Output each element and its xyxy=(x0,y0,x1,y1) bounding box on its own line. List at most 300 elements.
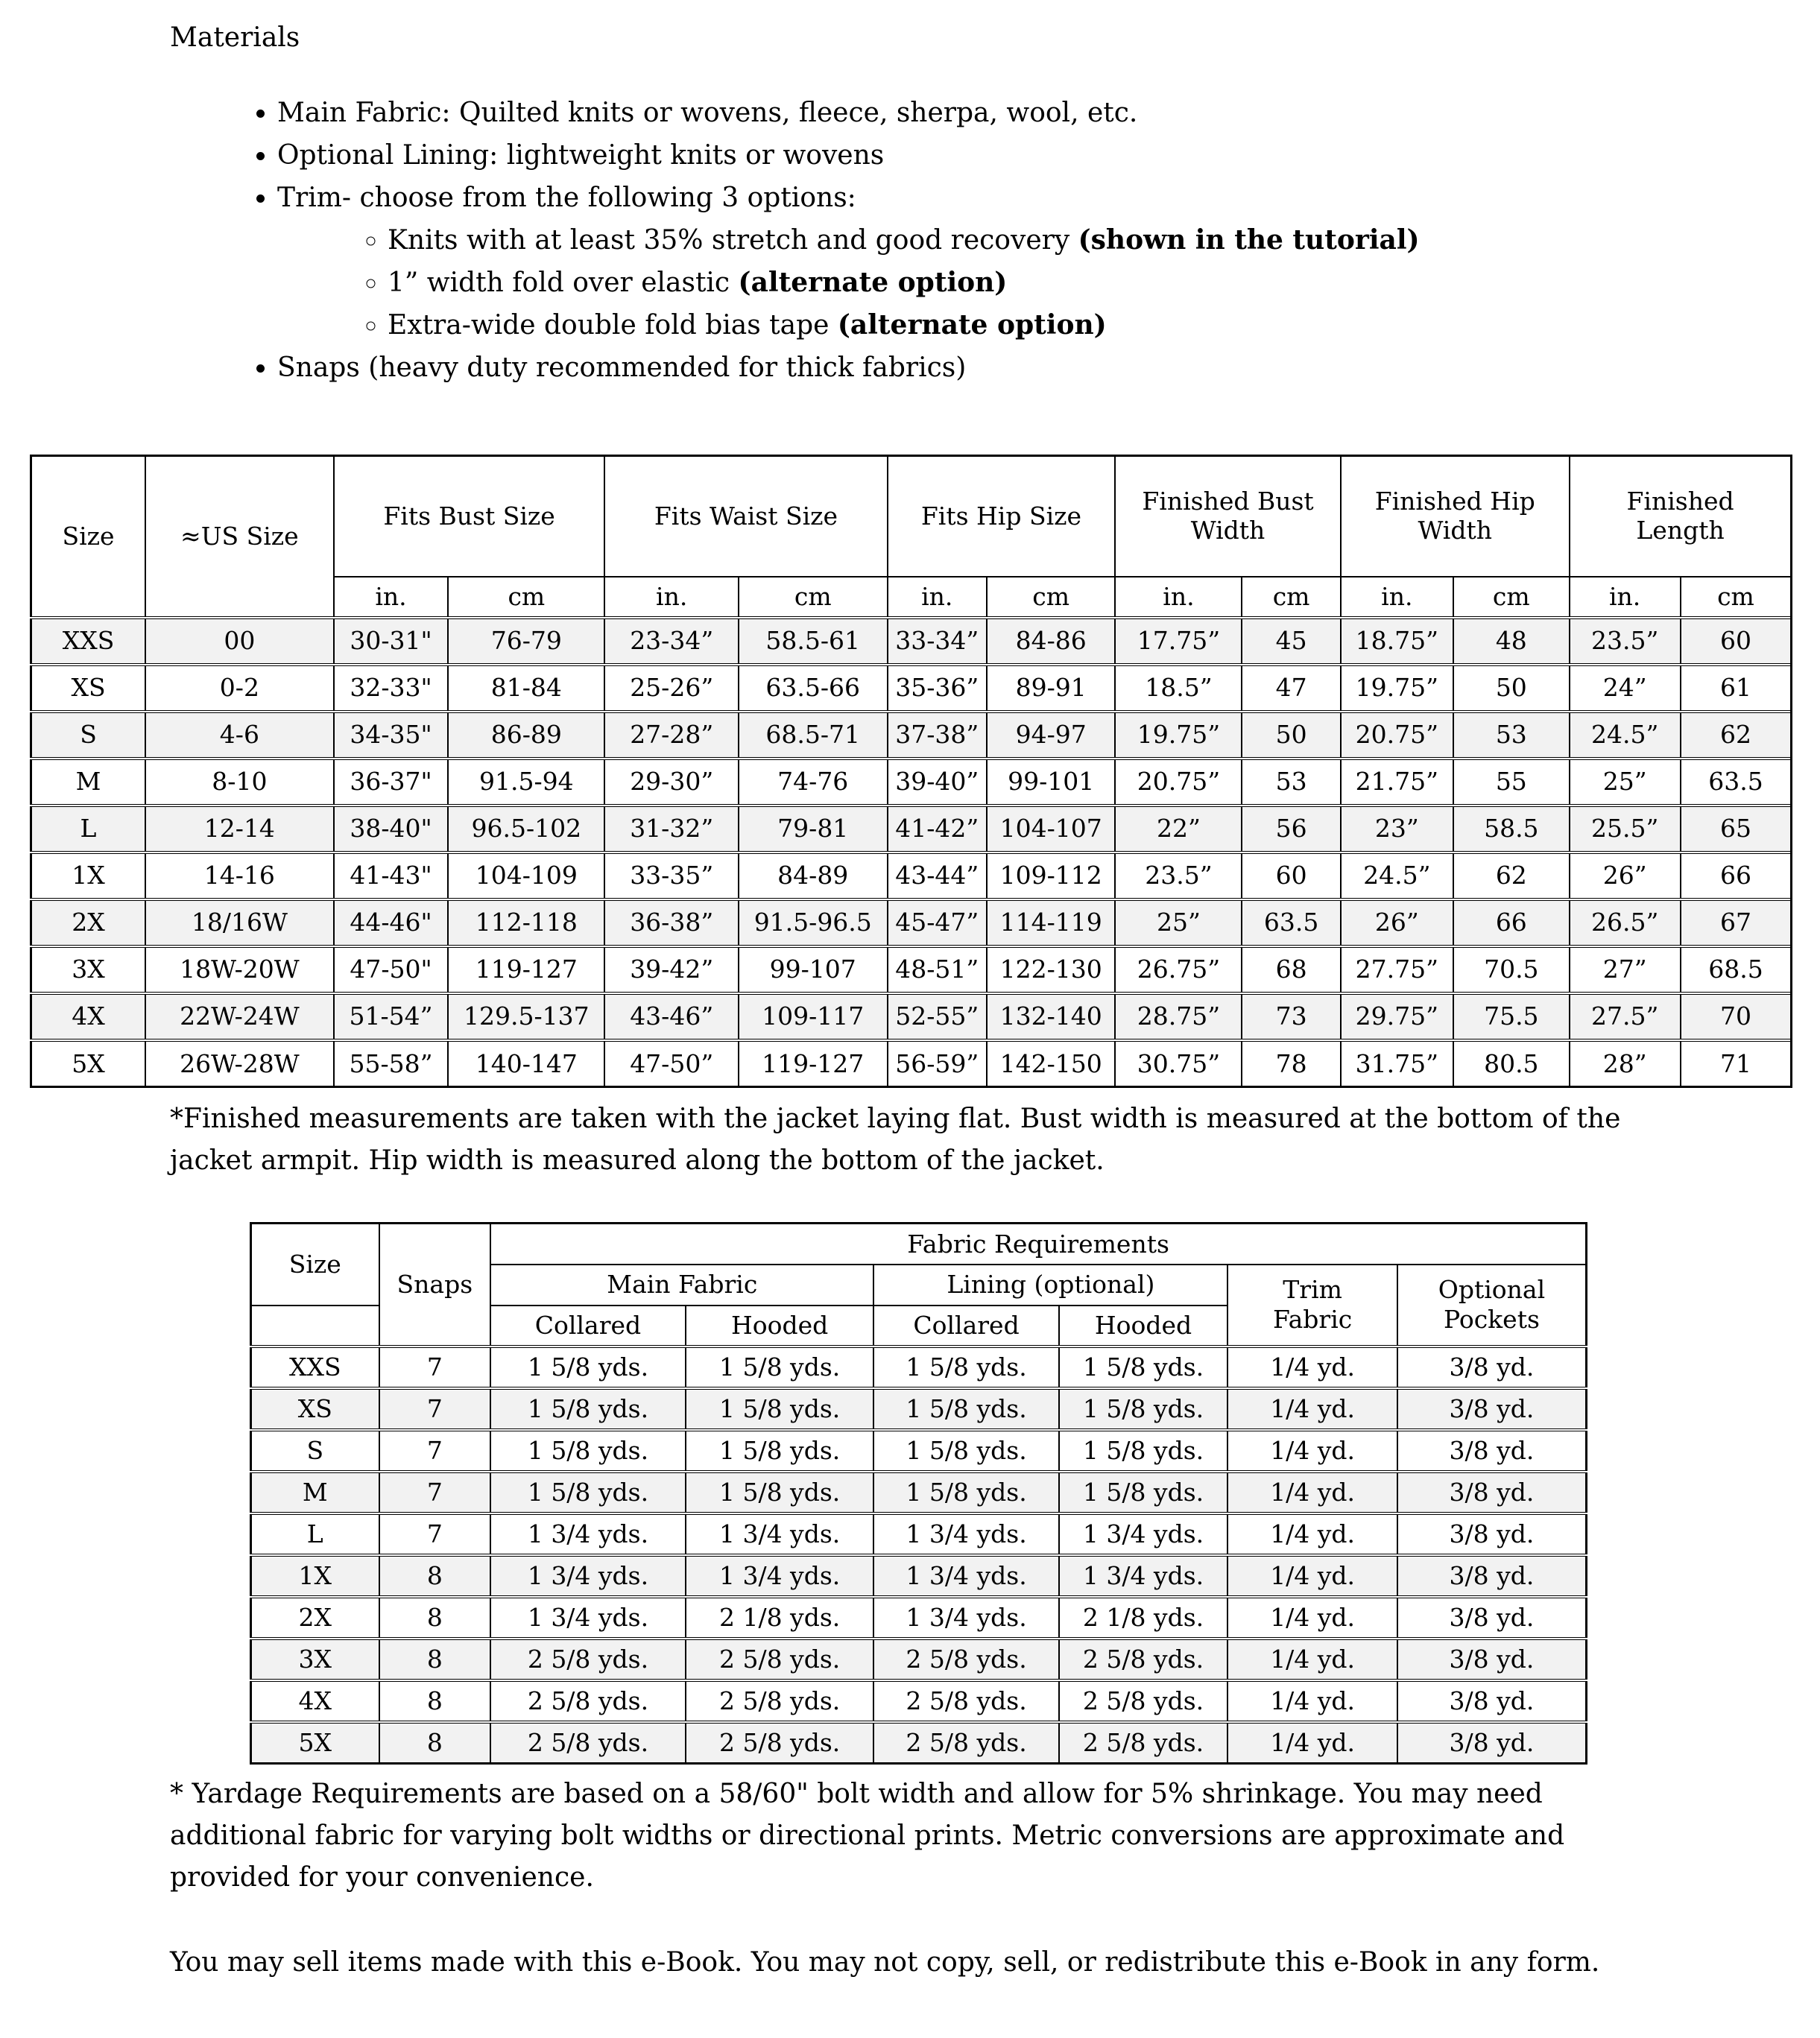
table-cell: 99-101 xyxy=(987,759,1115,806)
size-table-group-header-row xyxy=(31,456,1792,577)
row-size-label: 5X xyxy=(251,1722,379,1764)
table-cell: 12-14 xyxy=(145,806,334,852)
table-cell: 37-38” xyxy=(888,712,987,759)
table-cell: 2 5/8 yds. xyxy=(1059,1722,1228,1764)
unit-header-cm: cm xyxy=(1453,577,1570,618)
table-cell: 26.5” xyxy=(1570,899,1681,946)
table-cell: 1 3/4 yds. xyxy=(1059,1555,1228,1597)
table-cell: 30.75” xyxy=(1115,1040,1242,1087)
table-row xyxy=(31,665,1792,712)
table-cell: 28” xyxy=(1570,1040,1681,1087)
table-cell: 129.5-137 xyxy=(448,993,604,1040)
table-cell: 27” xyxy=(1570,946,1681,993)
table-cell: 132-140 xyxy=(987,993,1115,1040)
table-cell: 1 5/8 yds. xyxy=(686,1430,874,1472)
row-size-label: 2X xyxy=(251,1597,379,1639)
row-size-label: M xyxy=(251,1472,379,1513)
trim-option-note: (alternate option) xyxy=(837,309,1107,341)
table-cell: 1 5/8 yds. xyxy=(686,1388,874,1430)
table-cell: 44-46" xyxy=(334,899,449,946)
unit-header-in: in. xyxy=(888,577,987,618)
table-cell: 1 5/8 yds. xyxy=(1059,1430,1228,1472)
table-cell: 36-38” xyxy=(604,899,739,946)
table-cell: 79-81 xyxy=(739,806,888,852)
table-cell: 2 5/8 yds. xyxy=(686,1722,874,1764)
table-cell: 1 3/4 yds. xyxy=(490,1555,686,1597)
table-row xyxy=(31,806,1792,852)
table-cell: 2 1/8 yds. xyxy=(1059,1597,1228,1639)
table-cell: 47-50” xyxy=(604,1040,739,1087)
table-cell: 71 xyxy=(1681,1040,1792,1087)
table-cell: 7 xyxy=(379,1472,491,1513)
table-cell: 3/8 yd. xyxy=(1397,1346,1587,1388)
table-cell: 1 3/4 yds. xyxy=(1059,1513,1228,1555)
row-size-label: 5X xyxy=(31,1040,146,1087)
materials-item-optional-lining: • Optional Lining: lightweight knits or wovens xyxy=(277,134,1820,177)
table-cell: 3/8 yd. xyxy=(1397,1639,1587,1680)
materials-item-trim xyxy=(277,177,1820,346)
table-cell: 65 xyxy=(1681,806,1792,852)
table-cell: 31.75” xyxy=(1341,1040,1453,1087)
table-row xyxy=(31,759,1792,806)
table-cell: 8 xyxy=(379,1680,491,1722)
table-cell: 7 xyxy=(379,1513,491,1555)
table-cell: 3/8 yd. xyxy=(1397,1597,1587,1639)
table-cell: 30-31" xyxy=(334,618,449,665)
table-cell: 56 xyxy=(1242,806,1340,852)
table-cell: 68.5-71 xyxy=(739,712,888,759)
table-cell: 24.5” xyxy=(1341,852,1453,899)
unit-header-in xyxy=(1570,577,1681,618)
table-row xyxy=(251,1680,1587,1722)
trim-option-text: 1” width fold over elastic xyxy=(388,268,739,298)
table-cell: 122-130 xyxy=(987,946,1115,993)
table-cell: 25-26” xyxy=(604,665,739,712)
table-cell: 91.5-96.5 xyxy=(739,899,888,946)
row-size-label: XXS xyxy=(31,618,146,665)
trim-option-elastic xyxy=(388,262,1820,304)
table-cell: 23” xyxy=(1341,806,1453,852)
unit-header-cm: cm xyxy=(448,577,604,618)
table-cell: 66 xyxy=(1681,852,1792,899)
unit-header-cm: cm xyxy=(1242,577,1340,618)
table-cell: 39-42” xyxy=(604,946,739,993)
header-label: Finished Hip Width xyxy=(1374,486,1535,545)
table-cell: 45 xyxy=(1242,618,1340,665)
table-cell: 1 5/8 yds. xyxy=(873,1430,1058,1472)
table-cell: 2 5/8 yds. xyxy=(1059,1639,1228,1680)
page-title: Materials xyxy=(170,22,300,53)
trim-options-list xyxy=(277,219,1820,346)
table-cell: 68 xyxy=(1242,946,1340,993)
table-cell: 1 5/8 yds. xyxy=(490,1346,686,1388)
table-cell: 18/16W xyxy=(145,899,334,946)
table-cell: 55-58” xyxy=(334,1040,449,1087)
row-size-label: 4X xyxy=(251,1680,379,1722)
table-cell: 7 xyxy=(379,1346,491,1388)
column-header-us-size: ≈US Size xyxy=(145,456,334,618)
table-cell: 25” xyxy=(1115,899,1242,946)
table-cell: 66 xyxy=(1453,899,1570,946)
row-size-label: S xyxy=(251,1430,379,1472)
table-cell: 1 5/8 yds. xyxy=(873,1346,1058,1388)
table-cell: 1 5/8 yds. xyxy=(686,1472,874,1513)
table-cell: 2 5/8 yds. xyxy=(490,1680,686,1722)
table-cell: 58.5 xyxy=(1453,806,1570,852)
table-cell: 0-2 xyxy=(145,665,334,712)
unit-header-cm xyxy=(1681,577,1792,618)
table-cell: 4-6 xyxy=(145,712,334,759)
table-cell: 8 xyxy=(379,1639,491,1680)
table-cell: 45-47” xyxy=(888,899,987,946)
table-row xyxy=(251,1722,1587,1764)
table-cell: 63.5 xyxy=(1242,899,1340,946)
table-cell: 00 xyxy=(145,618,334,665)
table-cell: 89-91 xyxy=(987,665,1115,712)
table-cell: 1 5/8 yds. xyxy=(686,1346,874,1388)
table-cell: 33-34” xyxy=(888,618,987,665)
table-cell: 41-42” xyxy=(888,806,987,852)
table-cell: 21.75” xyxy=(1341,759,1453,806)
row-size-label: XS xyxy=(31,665,146,712)
table-cell: 27.75” xyxy=(1341,946,1453,993)
table-cell: 84-89 xyxy=(739,852,888,899)
table-cell: 1 5/8 yds. xyxy=(490,1472,686,1513)
trim-option-text: Extra-wide double fold bias tape xyxy=(388,310,838,341)
row-size-label: M xyxy=(31,759,146,806)
table-cell: 25” xyxy=(1570,759,1681,806)
size-table-body xyxy=(31,618,1792,1087)
table-cell: 43-46” xyxy=(604,993,739,1040)
table-cell: 96.5-102 xyxy=(448,806,604,852)
unit-header-in: in. xyxy=(1115,577,1242,618)
table-cell: 3/8 yd. xyxy=(1397,1513,1587,1555)
table-cell: 26” xyxy=(1341,899,1453,946)
table-cell: 3/8 yd. xyxy=(1397,1388,1587,1430)
table-row xyxy=(31,618,1792,665)
column-header-snaps: Snaps xyxy=(379,1224,491,1346)
table-cell: 2 5/8 yds. xyxy=(873,1639,1058,1680)
column-header-finished-hip xyxy=(1341,456,1570,577)
unit-header-cm: cm xyxy=(987,577,1115,618)
table-cell: 26W-28W xyxy=(145,1040,334,1087)
trim-option-bias-tape xyxy=(388,304,1820,346)
row-size-label: 4X xyxy=(31,993,146,1040)
column-header-finished-bust xyxy=(1115,456,1340,577)
trim-item-text: Trim- choose from the following 3 options: xyxy=(277,183,856,213)
row-size-label: 2X xyxy=(31,899,146,946)
table-cell: 32-33" xyxy=(334,665,449,712)
table-cell: 50 xyxy=(1453,665,1570,712)
table-cell: 8-10 xyxy=(145,759,334,806)
table-cell: 104-107 xyxy=(987,806,1115,852)
table-cell: 7 xyxy=(379,1388,491,1430)
table-cell: 104-109 xyxy=(448,852,604,899)
row-size-label: 1X xyxy=(31,852,146,899)
table-cell: 62 xyxy=(1453,852,1570,899)
fabric-table-body xyxy=(251,1346,1587,1764)
table-cell: 53 xyxy=(1453,712,1570,759)
table-cell: 18.5” xyxy=(1115,665,1242,712)
unit-header-in: in. xyxy=(1341,577,1453,618)
unit-header-cm: cm xyxy=(739,577,888,618)
table-cell: 62 xyxy=(1681,712,1792,759)
table-cell: 63.5-66 xyxy=(739,665,888,712)
table-cell: 1/4 yd. xyxy=(1227,1388,1397,1430)
table-cell: 48 xyxy=(1453,618,1570,665)
table-cell: 36-37" xyxy=(334,759,449,806)
table-cell: 34-35" xyxy=(334,712,449,759)
table-cell: 1 5/8 yds. xyxy=(490,1430,686,1472)
column-header-lining: Lining (optional) xyxy=(873,1265,1227,1306)
finished-measurements-note: *Finished measurements are taken with the jacket laying flat. Bust width is measured at the bottom of the jacket armpit. Hip width is measured along the bottom of the jacket. xyxy=(170,1104,1621,1176)
column-header-main-fabric: Main Fabric xyxy=(490,1265,873,1306)
table-cell: 27.5” xyxy=(1570,993,1681,1040)
table-cell: 8 xyxy=(379,1722,491,1764)
table-cell: 1/4 yd. xyxy=(1227,1597,1397,1639)
materials-item-main-fabric: • Main Fabric: Quilted knits or wovens, fleece, sherpa, wool, etc. xyxy=(277,92,1820,134)
table-cell: 60 xyxy=(1681,618,1792,665)
table-cell: 109-112 xyxy=(987,852,1115,899)
table-row xyxy=(31,899,1792,946)
table-cell: 20.75” xyxy=(1341,712,1453,759)
table-cell: 27-28” xyxy=(604,712,739,759)
table-cell: 8 xyxy=(379,1555,491,1597)
table-cell: 20.75” xyxy=(1115,759,1242,806)
table-cell: 1 5/8 yds. xyxy=(1059,1346,1228,1388)
table-cell: 35-36” xyxy=(888,665,987,712)
table-cell: 39-40” xyxy=(888,759,987,806)
table-cell: 2 5/8 yds. xyxy=(490,1639,686,1680)
row-size-label: S xyxy=(31,712,146,759)
trim-option-knits xyxy=(388,219,1820,262)
table-cell: 24” xyxy=(1570,665,1681,712)
table-cell: 1/4 yd. xyxy=(1227,1513,1397,1555)
table-cell: 67 xyxy=(1681,899,1792,946)
table-cell: 47-50" xyxy=(334,946,449,993)
table-cell: 2 1/8 yds. xyxy=(686,1597,874,1639)
table-cell: 26” xyxy=(1570,852,1681,899)
table-cell: 80.5 xyxy=(1453,1040,1570,1087)
table-cell: 94-97 xyxy=(987,712,1115,759)
table-row xyxy=(251,1388,1587,1430)
table-row xyxy=(31,946,1792,993)
table-cell: 2 5/8 yds. xyxy=(686,1680,874,1722)
table-row xyxy=(251,1555,1587,1597)
table-cell: 3/8 yd. xyxy=(1397,1680,1587,1722)
table-cell: 60 xyxy=(1242,852,1340,899)
table-cell: 50 xyxy=(1242,712,1340,759)
table-cell: 17.75” xyxy=(1115,618,1242,665)
table-cell: 68.5 xyxy=(1681,946,1792,993)
row-size-label: XS xyxy=(251,1388,379,1430)
table-cell: 8 xyxy=(379,1597,491,1639)
table-cell: 86-89 xyxy=(448,712,604,759)
table-cell: 47 xyxy=(1242,665,1340,712)
table-cell: 23.5” xyxy=(1115,852,1242,899)
table-cell: 1 5/8 yds. xyxy=(873,1472,1058,1513)
fabric-table-header-row-1 xyxy=(251,1224,1587,1265)
table-cell: 22” xyxy=(1115,806,1242,852)
table-cell: 1 3/4 yds. xyxy=(686,1513,874,1555)
table-cell: 18W-20W xyxy=(145,946,334,993)
table-cell: 26.75” xyxy=(1115,946,1242,993)
table-cell: 119-127 xyxy=(448,946,604,993)
table-row xyxy=(31,1040,1792,1087)
table-cell: 53 xyxy=(1242,759,1340,806)
table-cell: 1 3/4 yds. xyxy=(873,1597,1058,1639)
header-label: Finished Bust Width xyxy=(1142,486,1314,545)
table-cell: 1/4 yd. xyxy=(1227,1555,1397,1597)
table-cell: 33-35” xyxy=(604,852,739,899)
column-header-fabric-requirements: Fabric Requirements xyxy=(490,1224,1586,1265)
table-cell: 3/8 yd. xyxy=(1397,1430,1587,1472)
table-cell: 1 3/4 yds. xyxy=(873,1513,1058,1555)
row-size-label: XXS xyxy=(251,1346,379,1388)
materials-item-snaps: • Snaps (heavy duty recommended for thick fabrics) xyxy=(277,346,1820,389)
table-row xyxy=(251,1430,1587,1472)
materials-list xyxy=(0,92,1820,389)
table-cell: 56-59” xyxy=(888,1040,987,1087)
header-label: Trim Fabric xyxy=(1272,1275,1353,1334)
table-cell: 81-84 xyxy=(448,665,604,712)
table-cell: 1 5/8 yds. xyxy=(1059,1472,1228,1513)
table-cell: 18.75” xyxy=(1341,618,1453,665)
table-cell: 70 xyxy=(1681,993,1792,1040)
column-header-optional-pockets xyxy=(1397,1265,1587,1346)
table-cell: 1/4 yd. xyxy=(1227,1472,1397,1513)
table-cell: 1 3/4 yds. xyxy=(873,1555,1058,1597)
table-cell: 2 5/8 yds. xyxy=(873,1722,1058,1764)
table-cell: 52-55” xyxy=(888,993,987,1040)
table-cell: 1 3/4 yds. xyxy=(490,1597,686,1639)
column-header-fits-waist: Fits Waist Size xyxy=(604,456,887,577)
header-label: Finished Length xyxy=(1626,486,1734,545)
unit-header-in: in. xyxy=(334,577,449,618)
table-cell: 31-32” xyxy=(604,806,739,852)
table-cell: 91.5-94 xyxy=(448,759,604,806)
table-cell: 19.75” xyxy=(1341,665,1453,712)
table-row xyxy=(31,993,1792,1040)
row-size-label: L xyxy=(31,806,146,852)
table-cell: 73 xyxy=(1242,993,1340,1040)
table-row xyxy=(31,712,1792,759)
column-header-size: Size xyxy=(251,1224,379,1306)
table-cell: 23-34” xyxy=(604,618,739,665)
table-cell: 114-119 xyxy=(987,899,1115,946)
table-cell: 29.75” xyxy=(1341,993,1453,1040)
table-row xyxy=(251,1597,1587,1639)
table-cell: 1/4 yd. xyxy=(1227,1680,1397,1722)
row-size-label: 1X xyxy=(251,1555,379,1597)
table-cell: 1 5/8 yds. xyxy=(873,1388,1058,1430)
column-header-size: Size xyxy=(31,456,146,618)
column-header-hooded: Hooded xyxy=(686,1306,874,1346)
table-cell: 61 xyxy=(1681,665,1792,712)
column-header-collared: Collared xyxy=(490,1306,686,1346)
yardage-note: * Yardage Requirements are based on a 58/60" bolt width and allow for 5% shrinkage. You may need additional fabric for varying bolt widths or directional prints. Metric conversions are approximate and provided for your convenience. xyxy=(170,1779,1565,1893)
table-cell: 7 xyxy=(379,1430,491,1472)
table-cell: 55 xyxy=(1453,759,1570,806)
table-cell: 78 xyxy=(1242,1040,1340,1087)
table-cell: 1/4 yd. xyxy=(1227,1722,1397,1764)
column-header-fits-hip: Fits Hip Size xyxy=(888,456,1116,577)
table-cell: 1 5/8 yds. xyxy=(490,1388,686,1430)
trim-option-note: (alternate option) xyxy=(738,267,1008,298)
table-cell: 1 5/8 yds. xyxy=(1059,1388,1228,1430)
table-cell: 25.5” xyxy=(1570,806,1681,852)
table-cell: 2 5/8 yds. xyxy=(686,1639,874,1680)
table-cell: 63.5 xyxy=(1681,759,1792,806)
table-cell: 2 5/8 yds. xyxy=(490,1722,686,1764)
table-cell: 24.5” xyxy=(1570,712,1681,759)
column-header-collared: Collared xyxy=(873,1306,1058,1346)
table-cell: 29-30” xyxy=(604,759,739,806)
table-cell: 70.5 xyxy=(1453,946,1570,993)
table-cell: 2 5/8 yds. xyxy=(873,1680,1058,1722)
table-cell: 1/4 yd. xyxy=(1227,1430,1397,1472)
table-cell: 41-43" xyxy=(334,852,449,899)
table-cell: 1/4 yd. xyxy=(1227,1346,1397,1388)
table-cell: 43-44” xyxy=(888,852,987,899)
table-cell: 19.75” xyxy=(1115,712,1242,759)
fabric-requirements-table xyxy=(250,1222,1587,1765)
table-row xyxy=(251,1346,1587,1388)
table-cell: 51-54” xyxy=(334,993,449,1040)
table-cell: 1/4 yd. xyxy=(1227,1639,1397,1680)
table-cell: 3/8 yd. xyxy=(1397,1722,1587,1764)
license-note: You may sell items made with this e-Book. You may not copy, sell, or redistribute this e-Book in any form. xyxy=(170,1947,1600,1978)
row-size-label: 3X xyxy=(31,946,146,993)
table-row xyxy=(251,1513,1587,1555)
table-cell: 2 5/8 yds. xyxy=(1059,1680,1228,1722)
table-cell: 140-147 xyxy=(448,1040,604,1087)
table-cell: 14-16 xyxy=(145,852,334,899)
table-cell: 1 3/4 yds. xyxy=(490,1513,686,1555)
table-cell: 58.5-61 xyxy=(739,618,888,665)
table-cell: 109-117 xyxy=(739,993,888,1040)
empty-cell xyxy=(251,1306,379,1346)
trim-option-note: (shown in the tutorial) xyxy=(1078,224,1420,256)
table-row xyxy=(251,1472,1587,1513)
table-cell: 75.5 xyxy=(1453,993,1570,1040)
table-row xyxy=(251,1639,1587,1680)
table-cell: 74-76 xyxy=(739,759,888,806)
table-cell: 84-86 xyxy=(987,618,1115,665)
column-header-hooded: Hooded xyxy=(1059,1306,1228,1346)
table-cell: 23.5” xyxy=(1570,618,1681,665)
table-cell: 119-127 xyxy=(739,1040,888,1087)
table-cell: 28.75” xyxy=(1115,993,1242,1040)
trim-option-text: Knits with at least 35% stretch and good recovery xyxy=(388,225,1078,256)
size-chart-table xyxy=(30,455,1792,1088)
table-cell: 3/8 yd. xyxy=(1397,1555,1587,1597)
table-cell: 1 3/4 yds. xyxy=(686,1555,874,1597)
unit-header-in: in. xyxy=(604,577,739,618)
table-cell: 3/8 yd. xyxy=(1397,1472,1587,1513)
table-cell: 112-118 xyxy=(448,899,604,946)
table-cell: 22W-24W xyxy=(145,993,334,1040)
table-cell: 99-107 xyxy=(739,946,888,993)
column-header-trim-fabric xyxy=(1227,1265,1397,1346)
table-cell: 76-79 xyxy=(448,618,604,665)
table-cell: 48-51” xyxy=(888,946,987,993)
column-header-finished-length xyxy=(1570,456,1792,577)
row-size-label: L xyxy=(251,1513,379,1555)
header-label: Optional Pockets xyxy=(1438,1275,1546,1334)
table-cell: 38-40" xyxy=(334,806,449,852)
column-header-fits-bust: Fits Bust Size xyxy=(334,456,605,577)
